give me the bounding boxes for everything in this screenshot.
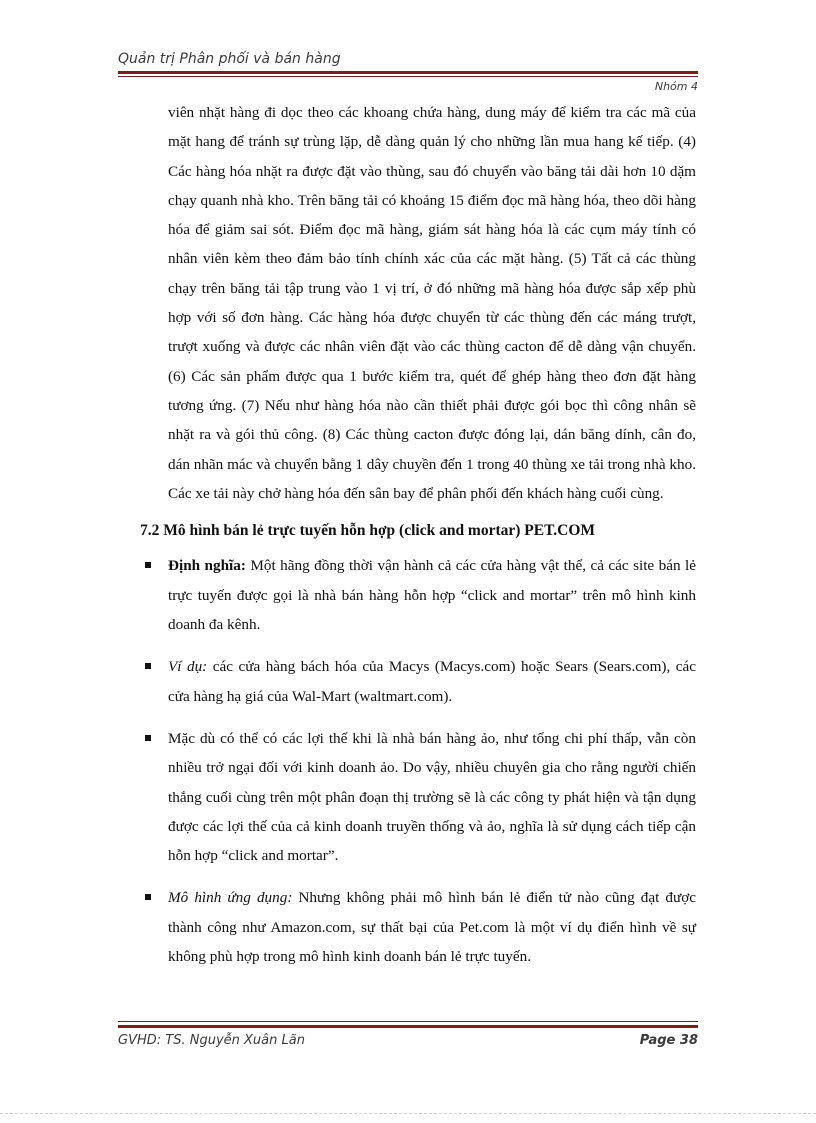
list-item [140,883,696,971]
square-bullet-icon [145,663,151,669]
list-item [140,724,696,870]
section-heading-text: 7.2 Mô hình bán lẻ trực tuyến hỗn hợp (click and mortar) PET.COM [140,522,596,540]
bullet-list [140,551,696,971]
header-group-label: Nhóm 4 [654,80,698,93]
footer-instructor: GVHD: TS. Nguyễn Xuân Lãn [118,1033,305,1048]
footer-rule-thick [118,1025,698,1028]
footer-rule-thin [118,1021,698,1022]
bullet-text: Một hãng đồng thời vận hành cả các cửa hàng vật thể, cả các site bán lẻ trực tuyến được gọi là nhà bán hàng hỗn hợp “click and mortar” trên mô hình kinh doanh đa kênh. [168,557,696,634]
header-rule-thick [118,71,698,74]
list-item [140,652,696,711]
page-edge-divider [0,1113,816,1114]
page-content [140,98,696,984]
bullet-text: Nhưng không phải mô hình bán lẻ điển tử nào cũng đạt được thành công như Amazon.com, sự thất bại của Pet.com là một ví dụ điển hình về sự không phù hợp trong mô hình kinh doanh bán lẻ trực tuyến. [168,889,696,966]
square-bullet-icon [145,894,151,900]
bullet-term: Ví dụ: [168,658,208,676]
bullet-term: Mô hình ứng dụng: [168,889,293,907]
section-heading [140,516,696,545]
list-item [140,551,696,639]
bullet-text: các cửa hàng bách hóa của Macys (Macys.com) hoặc Sears (Sears.com), các cửa hàng hạ giá của Wal-Mart (waltmart.com). [168,658,696,705]
header-title: Quản trị Phân phối và bán hàng [118,51,341,67]
bullet-term: Định nghĩa: [168,557,246,575]
body-paragraph: viên nhặt hàng đi dọc theo các khoang chứa hàng, dung máy để kiểm tra các mã của mặt hang để tránh sự trùng lặp, dễ dàng quản lý cho những lần mua hang kế tiếp. (4) Các hàng hóa nhặt ra được đặt vào thùng, sau đó chuyển vào băng tải dài hơn 10 dặm chạy quanh nhà kho. Trên băng tải có khoảng 15 điểm đọc mã hàng hóa, theo dõi hàng hóa để giảm sai sót. Điểm đọc mã hàng, giám sát hàng hóa là các cụm máy tính có nhân viên kèm theo đảm bảo tính chính xác của các mặt hàng. (5) Tất cả các thùng chạy trên băng tải tập trung vào 1 vị trí, ở đó những mã hàng hóa được sắp xếp phù hợp với số đơn hàng. Các hàng hóa được chuyển từ các thùng đến các máng trượt, trượt xuống và được các nhân viên đặt vào các thùng cacton để dễ dàng vận chuyển. (6) Các sản phẩm được qua 1 bước kiểm tra, quét để ghép hàng theo đơn đặt hàng tương ứng. (7) Nếu như hàng hóa nào cần thiết phải được gói bọc thì công nhân sẽ nhặt ra và gói thủ công. (8) Các thùng cacton được đóng lại, dán băng dính, cân đo, dán nhãn mác và chuyển bằng 1 dây chuyền đến 1 trong 40 thùng xe tải trong nhà kho. Các xe tải này chở hàng hóa đến sân bay để phân phối đến khách hàng cuối cùng. [168,104,696,502]
bullet-text: Mặc dù có thể có các lợi thế khi là nhà bán hàng ảo, như tổng chi phí thấp, vẫn còn nhiều trở ngại đối với kinh doanh ảo. Do vậy, nhiều chuyên gia cho rằng người chiến thắng cuối cùng trên một phân đoạn thị trường sẽ là các công ty phát hiện và tận dụng được các lợi thế của cả kinh doanh truyền thống và ảo, nghĩa là sử dụng cách tiếp cận hỗn hợp “click and mortar”. [168,729,696,865]
header-rule-thin [118,76,698,77]
square-bullet-icon [145,562,151,568]
square-bullet-icon [145,735,151,741]
footer-page-number: Page 38 [639,1033,698,1048]
